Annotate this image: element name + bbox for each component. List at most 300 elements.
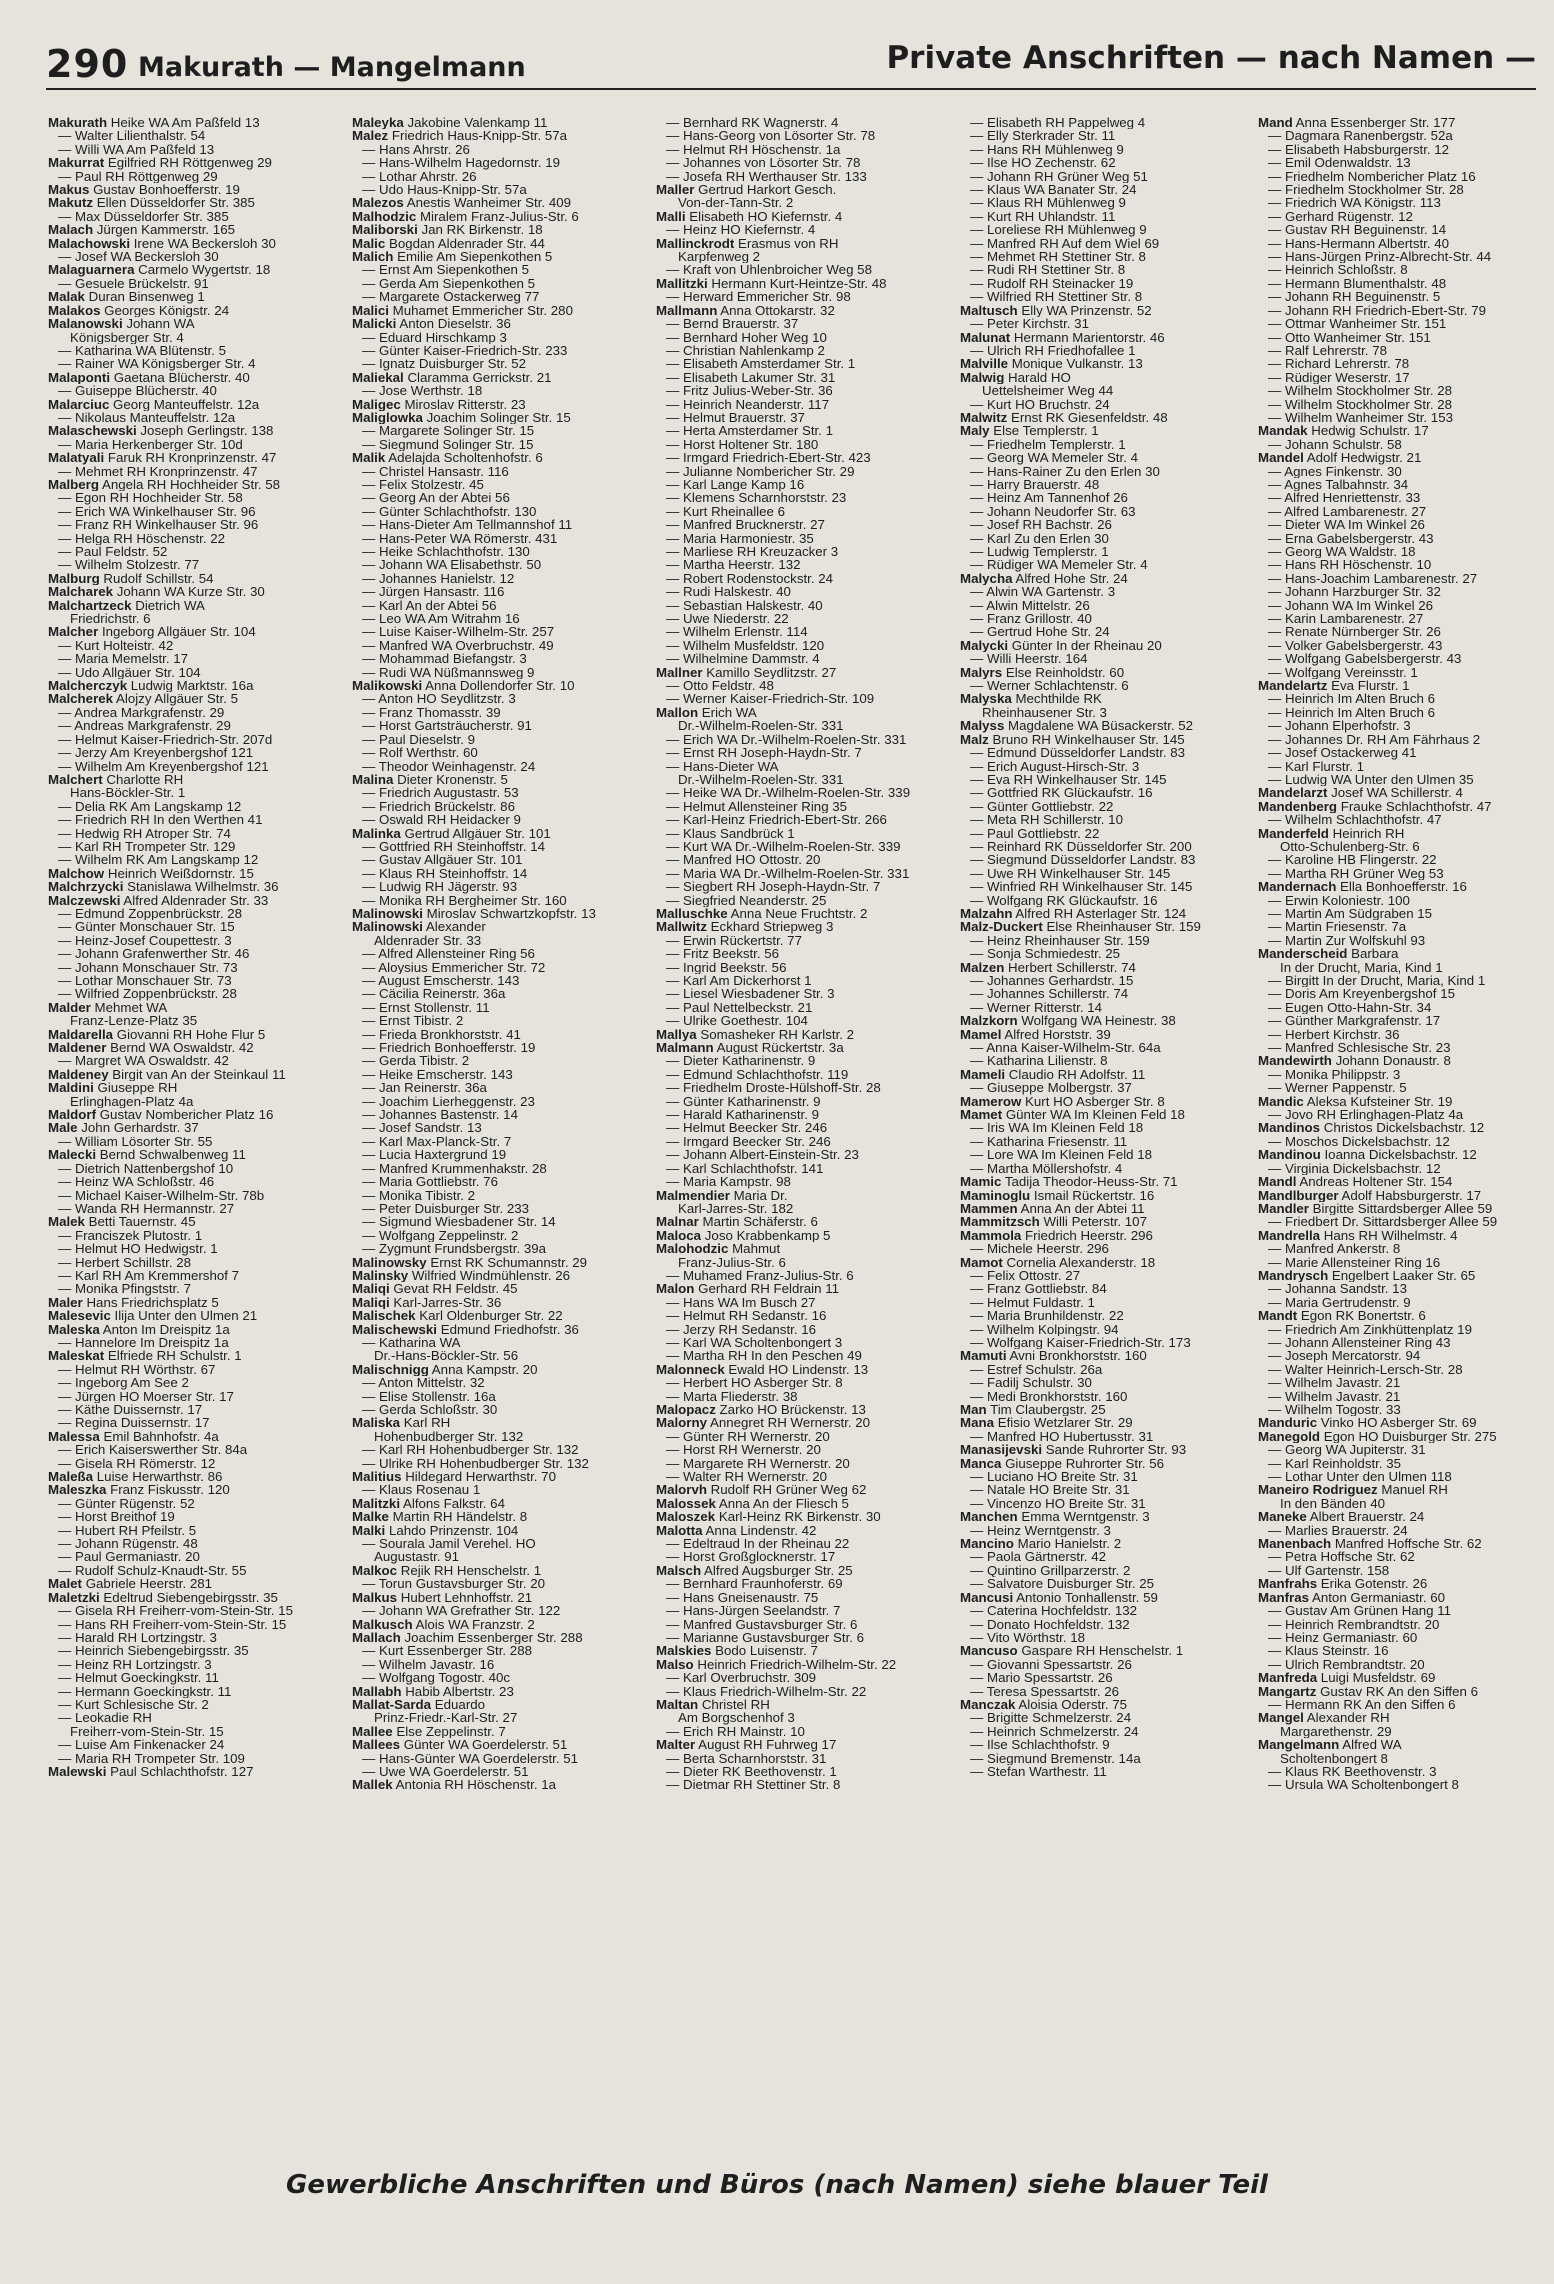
directory-entry: Karl-Jarres-Str. 182: [678, 1201, 794, 1216]
directory-entry: [656, 1229, 954, 1242]
entry-surname: Maller: [656, 183, 695, 197]
directory-entry: — Hans RH Höschenstr. 10: [1268, 558, 1432, 572]
directory-entry: — Bernhard Hoher Weg 10: [666, 330, 827, 344]
entry-details: Martin RH Händelstr. 8: [388, 1510, 528, 1524]
directory-entry: [352, 1256, 650, 1269]
entry-surname: Malmendier: [656, 1188, 730, 1202]
directory-entry: [352, 371, 650, 384]
directory-entry: [1258, 1054, 1548, 1067]
entry-surname: Manfras: [1258, 1590, 1309, 1605]
directory-entry: — Luise Am Finkenacker 24: [58, 1738, 225, 1752]
directory-entry: — Harry Brauerstr. 48: [970, 477, 1100, 492]
directory-entry: — Jan Reinerstr. 36a: [362, 1081, 487, 1095]
directory-entry: — Gerda Am Siepenkothen 5: [362, 276, 535, 291]
entry-details: Johann WA Kurze Str. 30: [113, 585, 265, 599]
entry-details: Kamillo Seydlitzstr. 27: [702, 665, 837, 680]
directory-entry: — Alwin Mittelstr. 26: [970, 598, 1090, 613]
directory-entry: — Egon RH Hochheider Str. 58: [58, 491, 243, 505]
entry-details: Mehmet WA: [90, 1000, 168, 1015]
directory-entry: [656, 1363, 954, 1376]
directory-entry: [352, 223, 650, 236]
directory-entry: — Wilhelm Am Kreyenbergshof 121: [58, 759, 269, 773]
directory-entry: [656, 277, 954, 290]
directory-entry: — Ludwig RH Jägerstr. 93: [362, 880, 518, 894]
entry-details: Elfriede RH Schulstr. 1: [104, 1349, 242, 1363]
directory-entry: — Monika Tibistr. 2: [362, 1188, 476, 1202]
directory-entry: — Günter Schlachthofstr. 130: [362, 504, 537, 519]
directory-entry: — Günter Rügenstr. 52: [58, 1496, 195, 1511]
directory-entry: — Moschos Dickelsbachstr. 12: [1268, 1134, 1450, 1149]
directory-entry: — Klaus Steinstr. 16: [1268, 1644, 1389, 1658]
entry-details: Betti Tauernstr. 45: [84, 1215, 196, 1229]
entry-surname: Malaschewski: [48, 424, 137, 438]
entry-details: Irene WA Beckersloh 30: [130, 236, 276, 251]
directory-entry: — Anna Kaiser-Wilhelm-Str. 64a: [970, 1041, 1161, 1055]
directory-entry: — Katharina WA Blütenstr. 5: [58, 343, 227, 358]
entry-details: Dietrich WA: [131, 598, 205, 613]
entry-surname: Mandlburger: [1258, 1188, 1339, 1202]
entry-details: Somasheker RH Karlstr. 2: [696, 1027, 855, 1042]
directory-entry: — Berta Scharnhorststr. 31: [666, 1751, 827, 1765]
directory-entry: [960, 1175, 1258, 1188]
directory-entry: — Wilhelm Musfeldstr. 120: [666, 638, 825, 653]
entry-surname: Mammitzsch: [960, 1215, 1040, 1229]
directory-entry: [656, 920, 954, 933]
entry-surname: Malesevic: [48, 1309, 111, 1323]
directory-entry: — Herbert Schillstr. 28: [58, 1255, 192, 1269]
directory-entry: — Alfred Lambarenestr. 27: [1268, 504, 1427, 519]
entry-surname: Malso: [656, 1657, 694, 1672]
directory-entry: — Bernhard Fraunhoferstr. 69: [666, 1577, 843, 1591]
directory-entry: [352, 1564, 650, 1577]
directory-entry: [656, 210, 954, 223]
directory-entry: — Johann Harzburger Str. 32: [1268, 585, 1441, 599]
entry-surname: Mana: [960, 1416, 994, 1430]
directory-entry: — Walter Heinrich-Lersch-Str. 28: [1268, 1362, 1463, 1377]
directory-entry: [960, 719, 1258, 732]
directory-entry: — Giovanni Spessartstr. 26: [970, 1657, 1132, 1672]
directory-entry: — Teresa Spessartstr. 26: [970, 1684, 1120, 1698]
entry-surname: Mallon: [656, 705, 699, 720]
directory-entry: — Luise Kaiser-Wilhelm-Str. 257: [362, 625, 555, 639]
directory-entry: — Peter Kirchstr. 31: [970, 317, 1089, 331]
entry-surname: Malessa: [48, 1429, 100, 1444]
directory-entry: — Heike Schlachthofstr. 130: [362, 545, 530, 559]
entry-details: Maria Dr.: [729, 1188, 788, 1202]
directory-entry: — Bernd Brauerstr. 37: [666, 317, 799, 331]
directory-entry: — Iris WA Im Kleinen Feld 18: [970, 1121, 1144, 1135]
directory-entry: [48, 1121, 346, 1134]
entry-details: Emil Bahnhofstr. 4a: [99, 1429, 219, 1444]
directory-entry: — Josefa RH Werthauser Str. 133: [666, 169, 867, 184]
entry-details: Ella Bonhoefferstr. 16: [1336, 880, 1467, 894]
entry-surname: Mammen: [960, 1201, 1018, 1216]
directory-entry: [656, 237, 954, 250]
directory-entry: — Heinz Werntgenstr. 3: [970, 1523, 1111, 1538]
entry-details: Alexander: [422, 920, 486, 934]
directory-entry: — Georg WA Jupiterstr. 31: [1268, 1443, 1426, 1457]
directory-entry: [1258, 947, 1548, 960]
entry-surname: Mamot: [960, 1255, 1003, 1269]
entry-surname: Mandrella: [1258, 1228, 1321, 1243]
entry-surname: Malke: [352, 1510, 389, 1524]
entry-surname: Mammola: [960, 1228, 1022, 1243]
directory-entry: Am Borgschenhof 3: [678, 1711, 795, 1725]
entry-details: Harald HO: [1004, 370, 1071, 385]
entry-details: Erika Gotenstr. 26: [1317, 1577, 1428, 1591]
entry-details: Karl-Jarres-Str. 36: [389, 1295, 502, 1310]
entry-details: Manuel RH: [1377, 1483, 1448, 1497]
entry-surname: Mangel: [1258, 1711, 1304, 1725]
directory-entry: — Georg WA Memeler Str. 4: [970, 451, 1138, 465]
entry-surname: Malina: [352, 772, 394, 787]
directory-entry: [352, 1778, 650, 1791]
directory-entry: — Siegmund Düsseldorfer Landstr. 83: [970, 853, 1196, 867]
directory-entry: — Friedhelm Stockholmer Str. 28: [1268, 183, 1464, 197]
directory-entry: — Wolfgang Togostr. 40c: [362, 1671, 511, 1685]
entry-surname: Malmann: [656, 1041, 714, 1055]
entry-details: Jan RK Birkenstr. 18: [417, 223, 543, 237]
directory-entry: — Marlies Brauerstr. 24: [1268, 1523, 1408, 1538]
directory-entry: [656, 1658, 954, 1671]
entry-details: Antonia RH Höschenstr. 1a: [392, 1778, 557, 1792]
directory-entry: — Erna Gabelsbergerstr. 43: [1268, 531, 1434, 545]
entry-details: Alfred WA: [1339, 1738, 1402, 1752]
directory-entry: Königsberger Str. 4: [70, 330, 184, 344]
directory-entry: — Joseph Mercatorstr. 94: [1268, 1349, 1421, 1363]
entry-surname: Malitius: [352, 1470, 402, 1484]
directory-entry: — Edmund Schlachthofstr. 119: [666, 1067, 849, 1082]
directory-entry: [1258, 679, 1548, 692]
directory-entry: [1258, 786, 1548, 799]
entry-surname: Malischewski: [352, 1322, 437, 1336]
entry-details: Gertrud Allgäuer Str. 101: [400, 826, 551, 840]
directory-entry: — Wilhelmine Dammstr. 4: [666, 652, 820, 666]
entry-details: Willi Peterstr. 107: [1039, 1215, 1147, 1229]
directory-entry: — Maria Herkenberger Str. 10d: [58, 437, 243, 452]
directory-entry: — Siegmund Solinger Str. 15: [362, 437, 534, 452]
entry-details: Joseph Gerlingstr. 138: [136, 424, 274, 438]
directory-entry: [656, 1242, 954, 1255]
directory-entry: — Klaus Rosenau 1: [362, 1483, 481, 1497]
directory-entry: [352, 1296, 650, 1309]
directory-entry: [352, 1282, 650, 1295]
directory-entry: [48, 424, 346, 437]
directory-entry: — Ottmar Wanheimer Str. 151: [1268, 317, 1447, 331]
entry-details: Gustav Bonhoefferstr. 19: [89, 183, 240, 197]
directory-entry: — Maria Gottliebstr. 76: [362, 1175, 498, 1189]
directory-entry: — Herbert HO Asberger Str. 8: [666, 1376, 843, 1390]
directory-entry: — Rolf Werthstr. 60: [362, 746, 478, 760]
entry-details: Engelbert Laaker Str. 65: [1328, 1268, 1476, 1283]
directory-entry: [1258, 1711, 1548, 1724]
entry-details: Tadija Theodor-Heuss-Str. 71: [1001, 1175, 1178, 1189]
directory-entry: — Volker Gabelsbergerstr. 43: [1268, 638, 1443, 653]
directory-entry: — Helmut RH Sedanstr. 16: [666, 1309, 827, 1323]
directory-entry: — Lucia Haxtergrund 19: [362, 1148, 507, 1162]
directory-entry: — Martin Friesenstr. 7a: [1268, 920, 1407, 934]
entry-details: Alfred Aldenrader Str. 33: [120, 893, 269, 907]
entry-details: Ilija Unter den Ulmen 21: [110, 1309, 258, 1323]
directory-entry: — Klaus RH Mühlenweg 9: [970, 196, 1126, 210]
entry-details: Jakobine Valenkamp 11: [403, 116, 548, 130]
entry-details: Joso Krabbenkamp 5: [701, 1228, 831, 1243]
directory-entry: [48, 116, 346, 129]
directory-entry: [656, 706, 954, 719]
directory-entry: — Nikolaus Manteuffelstr. 12a: [58, 410, 236, 425]
directory-entry: — Gesuele Brückelstr. 91: [58, 276, 209, 291]
entry-details: Hildegard Herwarthstr. 70: [401, 1470, 556, 1484]
directory-entry: — Margarete Ostackerweg 77: [362, 290, 540, 304]
directory-entry: — Siegbert RH Joseph-Haydn-Str. 7: [666, 880, 881, 894]
entry-surname: Malnar: [656, 1215, 699, 1229]
directory-entry: — Renate Nürnberger Str. 26: [1268, 625, 1441, 639]
entry-details: Gaspare RH Henschelstr. 1: [1017, 1644, 1184, 1658]
entry-surname: Malorvh: [656, 1483, 707, 1497]
entry-details: Hedwig Schulstr. 17: [1307, 424, 1429, 438]
entry-surname: Malich: [352, 250, 394, 264]
directory-entry: [960, 1510, 1258, 1523]
directory-entry: Aldenrader Str. 33: [374, 933, 482, 948]
directory-entry: — Karl Lange Kamp 16: [666, 477, 805, 492]
directory-entry: — Kurt HO Bruchstr. 24: [970, 397, 1110, 411]
entry-surname: Mallat-Sarda: [352, 1697, 432, 1712]
entry-details: Egilfried RH Röttgenweg 29: [104, 156, 272, 170]
directory-entry: — Helmut HO Hedwigstr. 1: [58, 1242, 218, 1256]
directory-entry: — Irmgard Beecker Str. 246: [666, 1134, 831, 1149]
directory-entry: — Maria RH Trompeter Str. 109: [58, 1751, 245, 1765]
directory-entry: — Georg An der Abtei 56: [362, 491, 510, 505]
footer-note: Gewerbliche Anschriften und Büros (nach Namen) siehe blauer Teil: [286, 2170, 1268, 2200]
entry-surname: Malwitz: [960, 410, 1008, 425]
directory-entry: — Paul Nettelbeckstr. 21: [666, 1000, 813, 1015]
directory-entry: — Wolfgang Zeppelinstr. 2: [362, 1228, 519, 1243]
directory-entry: — Caterina Hochfeldstr. 132: [970, 1604, 1138, 1618]
directory-entry: — Delia RK Am Langskamp 12: [58, 799, 242, 814]
entry-details: Rudolf Schillstr. 54: [99, 571, 214, 586]
directory-entry: — Gisela RH Freiherr-vom-Stein-Str. 15: [58, 1604, 293, 1618]
directory-entry: — Johann Schulstr. 58: [1268, 437, 1402, 452]
directory-entry: — Franz Gottliebstr. 84: [970, 1282, 1107, 1296]
directory-entry: — Klaus RK Beethovenstr. 3: [1268, 1764, 1437, 1779]
entry-details: Faruk RH Kronprinzenstr. 47: [104, 451, 277, 465]
entry-details: Rejik RH Henschelstr. 1: [397, 1563, 542, 1578]
directory-entry: [352, 1470, 650, 1483]
directory-entry: — Kurt Schlesische Str. 2: [58, 1697, 209, 1712]
directory-entry: [1258, 1148, 1548, 1161]
directory-entry: [352, 1510, 650, 1523]
entry-details: Heinrich Weißdornstr. 15: [104, 866, 254, 881]
directory-entry: — Loreliese RH Mühlenweg 9: [970, 223, 1147, 237]
entry-surname: Mallmann: [656, 303, 718, 318]
directory-entry: — Johannes Dr. RH Am Fährhaus 2: [1268, 732, 1481, 747]
entry-details: Gerhard RH Feldrain 11: [694, 1282, 840, 1296]
directory-entry: — Gottfried RH Steinhoffstr. 14: [362, 839, 546, 854]
directory-entry: — Wilfried Zoppenbrückstr. 28: [58, 987, 237, 1001]
directory-entry: [352, 1416, 650, 1429]
directory-entry: [48, 1323, 346, 1336]
directory-entry: — Wilhelm Stockholmer Str. 28: [1268, 397, 1452, 411]
directory-column-1: [48, 116, 346, 2146]
directory-entry: — Johann Allensteiner Ring 43: [1268, 1335, 1451, 1350]
entry-surname: Mandenberg: [1258, 799, 1338, 814]
entry-surname: Malewski: [48, 1764, 107, 1779]
directory-entry: [48, 263, 346, 276]
directory-entry: [960, 1215, 1258, 1228]
directory-entry: — Virginia Dickelsbachstr. 12: [1268, 1161, 1441, 1176]
entry-details: John Gerhardstr. 37: [77, 1121, 199, 1135]
directory-entry: — Manfred HO Ottostr. 20: [666, 853, 821, 867]
directory-entry: — Horst Gartsträucherstr. 91: [362, 719, 532, 733]
directory-entry: [352, 196, 650, 209]
directory-entry: — Monika RH Bergheimer Str. 160: [362, 893, 567, 907]
directory-entry: Prinz-Friedr.-Karl-Str. 27: [374, 1711, 518, 1725]
entry-surname: Mandt: [1258, 1309, 1298, 1323]
entry-surname: Malcharek: [48, 585, 114, 599]
directory-entry: — Johannes Bastenstr. 14: [362, 1108, 518, 1122]
entry-details: Ioanna Dickelsbachstr. 12: [1320, 1148, 1477, 1162]
entry-surname: Malzkorn: [960, 1014, 1018, 1028]
directory-entry: — Margret WA Oswaldstr. 42: [58, 1054, 229, 1068]
directory-entry: — William Lösorter Str. 55: [58, 1134, 213, 1149]
entry-surname: Mandak: [1258, 424, 1308, 438]
entry-surname: Malli: [656, 209, 686, 224]
entry-surname: Malczewski: [48, 893, 121, 907]
entry-surname: Malkoc: [352, 1563, 398, 1578]
entry-surname: Manfrahs: [1258, 1577, 1318, 1591]
directory-entry: — Heinz Germaniastr. 60: [1268, 1630, 1418, 1645]
entry-surname: Mancino: [960, 1537, 1014, 1551]
directory-entry: — Karl RH Trompeter Str. 129: [58, 839, 236, 854]
directory-entry: — Sourala Jamil Verehel. HO: [362, 1537, 536, 1551]
directory-entry: — Jovo RH Erlinghagen-Platz 4a: [1268, 1108, 1464, 1122]
directory-entry: [352, 1631, 650, 1644]
entry-surname: Maneiro Rodriguez: [1258, 1483, 1378, 1497]
entry-surname: Malberg: [48, 477, 99, 492]
directory-entry: — Kurt Essenberger Str. 288: [362, 1644, 532, 1658]
directory-entry: — Kurt Rheinallee 6: [666, 504, 785, 519]
directory-entry: — Paul Feldstr. 52: [58, 545, 168, 559]
directory-entry: [1258, 880, 1548, 893]
directory-entry: — Karl WA Scholtenbongert 3: [666, 1335, 843, 1350]
directory-entry: — Manfred Schlesische Str. 23: [1268, 1041, 1451, 1055]
entry-details: Ingeborg Allgäuer Str. 104: [98, 625, 256, 639]
entry-surname: Maltusch: [960, 303, 1018, 318]
directory-entry: — Fritz Julius-Weber-Str. 36: [666, 384, 833, 398]
directory-entry: — Wolfgang Vereinsstr. 1: [1268, 665, 1418, 680]
entry-surname: Mancusi: [960, 1590, 1014, 1605]
directory-entry: — Franz RH Winkelhauser Str. 96: [58, 518, 259, 532]
entry-details: Duran Binsenweg 1: [84, 290, 205, 304]
directory-entry: [960, 1028, 1258, 1041]
directory-entry: [48, 1430, 346, 1443]
directory-entry: — Hannelore Im Dreispitz 1a: [58, 1335, 229, 1350]
entry-surname: Malotta: [656, 1523, 703, 1538]
directory-entry: [960, 304, 1258, 317]
directory-entry: — Werner Pappenstr. 5: [1268, 1081, 1407, 1095]
entry-surname: Maltan: [656, 1697, 699, 1712]
directory-entry: — Klaus RH Steinhoffstr. 14: [362, 866, 528, 881]
directory-entry: — Hedwig RH Atroper Str. 74: [58, 826, 231, 840]
directory-entry: — Friedhelm Nombericher Platz 16: [1268, 169, 1476, 184]
directory-entry: — Elly Sterkrader Str. 11: [970, 129, 1116, 143]
directory-entry: — Sebastian Halskestr. 40: [666, 598, 823, 613]
directory-entry: — Erich Kaiserswerther Str. 84a: [58, 1443, 248, 1457]
directory-entry: — Reinhard RK Düsseldorfer Str. 200: [970, 839, 1192, 854]
entry-surname: Malchartzeck: [48, 598, 132, 613]
directory-entry: — Zygmunt Frundsbergstr. 39a: [362, 1242, 547, 1256]
directory-entry: — Wolfgang Gabelsbergerstr. 43: [1268, 652, 1462, 666]
page-header: [46, 36, 1536, 90]
entry-surname: Maler: [48, 1295, 83, 1310]
entry-details: Johann Donaustr. 8: [1331, 1054, 1451, 1068]
directory-entry: [960, 1068, 1258, 1081]
entry-surname: Manderfeld: [1258, 826, 1329, 840]
directory-entry: — Franz Thomasstr. 39: [362, 705, 501, 720]
directory-entry: Dr.-Hans-Böckler-Str. 56: [374, 1349, 519, 1363]
directory-entry: — Johanna Sandstr. 13: [1268, 1282, 1407, 1296]
directory-entry: — Franciszek Plutostr. 1: [58, 1228, 203, 1243]
directory-entry: — Regina Duissernstr. 17: [58, 1416, 210, 1430]
entry-surname: Malchert: [48, 772, 103, 787]
directory-entry: [352, 237, 650, 250]
entry-surname: Manca: [960, 1456, 1002, 1471]
directory-entry: — Günter Kaiser-Friedrich-Str. 233: [362, 343, 568, 358]
directory-entry: — Werner Kaiser-Friedrich-Str. 109: [666, 692, 875, 706]
entry-details: Egon RK Bonertstr. 6: [1297, 1309, 1426, 1323]
directory-entry: — Erich August-Hirsch-Str. 3: [970, 759, 1140, 773]
directory-entry: — Maria Memelstr. 17: [58, 652, 189, 666]
entry-surname: Maloszek: [656, 1510, 716, 1524]
entry-details: Sande Ruhrorter Str. 93: [1042, 1443, 1187, 1457]
directory-entry: — Wilhelm Erlenstr. 114: [666, 625, 808, 639]
directory-entry: — Edmund Düsseldorfer Landstr. 83: [970, 746, 1186, 760]
entry-surname: Mandrysch: [1258, 1268, 1329, 1283]
directory-entry: [48, 237, 346, 250]
directory-entry: — Hans-Jürgen Prinz-Albrecht-Str. 44: [1268, 250, 1492, 264]
directory-entry: — Dieter Katharinenstr. 9: [666, 1054, 816, 1068]
directory-entry: — Georg WA Waldstr. 18: [1268, 545, 1416, 559]
entry-surname: Malachowski: [48, 236, 131, 251]
entry-surname: Mamel: [960, 1027, 1002, 1042]
directory-entry: — Winfried RH Winkelhauser Str. 145: [970, 880, 1193, 894]
directory-entry: — Hans-Georg von Lösorter Str. 78: [666, 129, 876, 143]
directory-entry: [1258, 1202, 1548, 1215]
directory-entry: — Mohammad Biefangstr. 3: [362, 652, 527, 666]
directory-entry: — Birgitt In der Drucht, Maria, Kind 1: [1268, 974, 1486, 988]
directory-entry: [1258, 1483, 1548, 1496]
directory-entry: — Rudi RH Stettiner Str. 8: [970, 263, 1126, 277]
entry-details: Anton Im Dreispitz 1a: [99, 1322, 230, 1336]
directory-entry: — Ulf Gartenstr. 158: [1268, 1563, 1390, 1578]
entry-surname: Malyska: [960, 692, 1012, 706]
entry-details: Stanislawa Wilhelmstr. 36: [123, 880, 279, 894]
directory-entry: — Gerda Schloßstr. 30: [362, 1403, 498, 1417]
directory-entry: — Johannes Schillerstr. 74: [970, 987, 1129, 1001]
directory-entry: — Jerzy Am Kreyenbergshof 121: [58, 746, 254, 760]
directory-entry: — Marliese RH Kreuzacker 3: [666, 545, 839, 559]
directory-entry: — Dieter WA Im Winkel 26: [1268, 518, 1425, 532]
directory-entry: — Gustav Allgäuer Str. 101: [362, 853, 523, 867]
entry-details: Erich WA: [698, 705, 757, 720]
directory-entry: — Horst Holtener Str. 180: [666, 437, 819, 452]
directory-entry: — Udo Allgäuer Str. 104: [58, 665, 201, 680]
entry-details: Johann WA: [122, 317, 195, 331]
entry-surname: Manenbach: [1258, 1537, 1332, 1551]
entry-surname: Man: [960, 1403, 987, 1417]
entry-surname: Malarciuc: [48, 397, 110, 411]
directory-entry: [352, 304, 650, 317]
